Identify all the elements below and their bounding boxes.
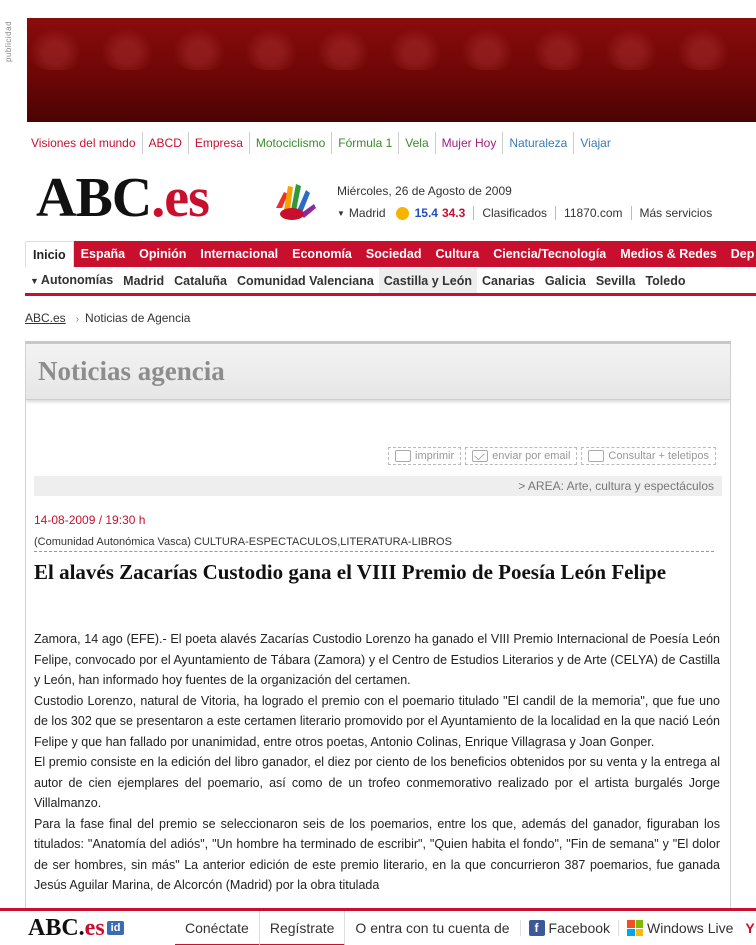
sub-nav-item[interactable]: Cataluña <box>174 273 227 288</box>
sun-icon <box>396 207 409 220</box>
main-nav-item[interactable]: Inicio <box>25 241 74 267</box>
windows-icon <box>627 920 643 936</box>
weather-city[interactable]: Madrid <box>348 206 386 220</box>
box-title: Noticias agencia <box>38 356 225 386</box>
sub-nav-item[interactable]: Galicia <box>544 273 586 288</box>
print-button[interactable] <box>388 447 461 465</box>
main-nav-item[interactable]: Internacional <box>200 247 279 261</box>
sub-nav-item[interactable]: Sevilla <box>595 273 636 288</box>
ad-label: publicidad <box>4 20 13 62</box>
section-link[interactable]: Fórmula 1 <box>332 132 399 154</box>
breadcrumb-separator-icon: › <box>75 314 80 325</box>
facebook-label: Facebook <box>548 920 611 936</box>
register-link[interactable]: Regístrate <box>260 910 346 945</box>
section-link[interactable]: Mujer Hoy <box>436 132 504 154</box>
section-link[interactable]: Empresa <box>189 132 250 154</box>
sub-nav-item[interactable]: Canarias <box>482 273 535 288</box>
dropdown-triangle-icon: ▼ <box>30 276 39 286</box>
header-meta <box>337 206 712 220</box>
box-header <box>26 344 730 400</box>
facebook-icon: f <box>529 920 545 936</box>
logo-es: es <box>164 167 209 229</box>
connect-link[interactable]: Conéctate <box>175 910 260 945</box>
hand-pointer-icon <box>588 450 604 462</box>
logo-abc: ABC <box>36 167 152 229</box>
article-tools <box>384 447 716 465</box>
main-nav <box>25 241 756 267</box>
facebook-login[interactable] <box>520 920 618 936</box>
enter-with-label: O entra con tu cuenta de <box>355 920 510 936</box>
bb-logo-es: es <box>84 914 105 941</box>
main-nav-item[interactable]: Economía <box>292 247 352 261</box>
link-clasificados[interactable]: Clasificados <box>482 206 548 220</box>
dropdown-triangle-icon[interactable]: ▼ <box>337 208 345 218</box>
sub-nav-item[interactable]: Comunidad Valenciana <box>236 273 374 288</box>
sub-nav-item[interactable]: Castilla y León <box>379 268 477 294</box>
bb-logo-id: id <box>107 921 125 935</box>
main-nav-item[interactable]: Sociedad <box>365 247 422 261</box>
temp-max: 34.3 <box>441 206 466 220</box>
current-date: Miércoles, 26 de Agosto de 2009 <box>337 184 512 198</box>
sub-nav <box>25 268 756 296</box>
bb-logo-abc: ABC. <box>28 914 85 941</box>
envelope-icon <box>472 450 488 462</box>
breadcrumb-current: Noticias de Agencia <box>85 311 191 325</box>
temp-min: 15.4 <box>414 206 438 220</box>
abc-logo[interactable] <box>36 168 209 228</box>
sub-nav-item[interactable]: Madrid <box>123 273 165 288</box>
section-link[interactable]: Vela <box>399 132 435 154</box>
main-nav-item[interactable]: Opinión <box>139 247 187 261</box>
logo-hand-icon <box>270 178 318 222</box>
main-nav-item[interactable]: Medios & Redes <box>620 247 717 261</box>
print-label: imprimir <box>415 450 455 462</box>
sub-nav-item[interactable]: Toledo <box>645 273 686 288</box>
article-body <box>34 629 720 896</box>
email-label: enviar por email <box>492 450 571 462</box>
article-paragraph: Custodio Lorenzo, natural de Vitoria, ha logrado el premio con el poemario titulado "El candil de la memoria", que fue uno de los 302 que se presentaron a este certamen literario promovido por el Ayuntamiento de la localidad en la que nació León Felipe y que han fallado por unanimidad, entre otros poetas, Antonio Colinas, Enrique Villagrasa y Joan Gonper. <box>34 693 720 749</box>
sub-nav-label: Autonomías <box>40 273 114 287</box>
windows-live-login[interactable] <box>618 920 741 936</box>
section-link[interactable]: Motociclismo <box>250 132 332 154</box>
breadcrumb-home[interactable]: ABC.es <box>25 311 66 325</box>
email-button[interactable] <box>465 447 577 465</box>
area-link[interactable]: > AREA: Arte, cultura y espectáculos <box>34 476 722 496</box>
ad-banner[interactable] <box>27 18 756 122</box>
main-nav-item[interactable]: España <box>80 247 126 261</box>
section-links <box>25 132 617 154</box>
teletipos-label: Consultar + teletipos <box>608 450 709 462</box>
ad-pattern <box>27 18 756 88</box>
yahoo-icon[interactable]: Y <box>745 920 755 936</box>
section-link[interactable]: Visiones del mundo <box>25 132 143 154</box>
article-topics: (Comunidad Autonómica Vasca) CULTURA-ESPECTACULOS,LITERATURA-LIBROS <box>34 536 714 552</box>
article-paragraph: Zamora, 14 ago (EFE).- El poeta alavés Zacarías Custodio Lorenzo ha ganado el VIII Premio Internacional de Poesía León Felipe, convocado por el Ayuntamiento de Tábara (Zamora) y el Centro de Estudios Literarios y de Arte (CELYA) de Castilla y León, han informado hoy fuentes de la organización del certamen. <box>34 632 720 687</box>
main-nav-item[interactable]: Cultura <box>435 247 480 261</box>
breadcrumb <box>25 311 190 325</box>
news-box <box>25 341 731 911</box>
link-mas-servicios[interactable]: Más servicios <box>639 206 713 220</box>
article-time: 14-08-2009 / 19:30 h <box>34 513 146 527</box>
printer-icon <box>395 450 411 462</box>
link-11870[interactable]: 11870.com <box>564 206 623 220</box>
article-paragraph: El premio consiste en la edición del libro ganador, el diez por ciento de los beneficios obtenidos por su venta y la entrega al autor de cien ejemplares del poemario, así como de un trofeo conmemorativo realizado por el artista burgalés Jorge Villalmanzo. <box>34 755 720 810</box>
main-nav-item[interactable]: Ciencia/Tecnología <box>493 247 607 261</box>
section-link[interactable]: Viajar <box>580 136 611 150</box>
windows-live-label: Windows Live <box>647 920 734 936</box>
article-headline: El alavés Zacarías Custodio gana el VIII Premio de Poesía León Felipe <box>34 560 667 584</box>
main-nav-item[interactable]: Dep <box>730 247 755 261</box>
sub-nav-item[interactable] <box>25 268 118 294</box>
login-bar <box>0 908 756 945</box>
teletipos-button[interactable] <box>581 447 716 465</box>
logo-dot: . <box>151 167 165 229</box>
section-link[interactable]: ABCD <box>143 132 189 154</box>
article-paragraph: Para la fase final del premio se seleccionaron seis de los poemarios, entre los que, además del ganador, figuraban los titulados: "Anatomía del adiós", "Un hombre ha terminado de escribir", "Quien habita el fondo", "Fin de semana" y "El dolor de ser hombres, sin más" La anterior edición de este premio literario, en la que concurrieron 387 poemarios, fue ganada Jesús Aguilar Marina, de Alcorcón (Madrid) por la obra titulada <box>34 816 720 892</box>
abc-id-logo[interactable] <box>0 915 175 942</box>
section-link[interactable]: Naturaleza <box>503 132 574 154</box>
